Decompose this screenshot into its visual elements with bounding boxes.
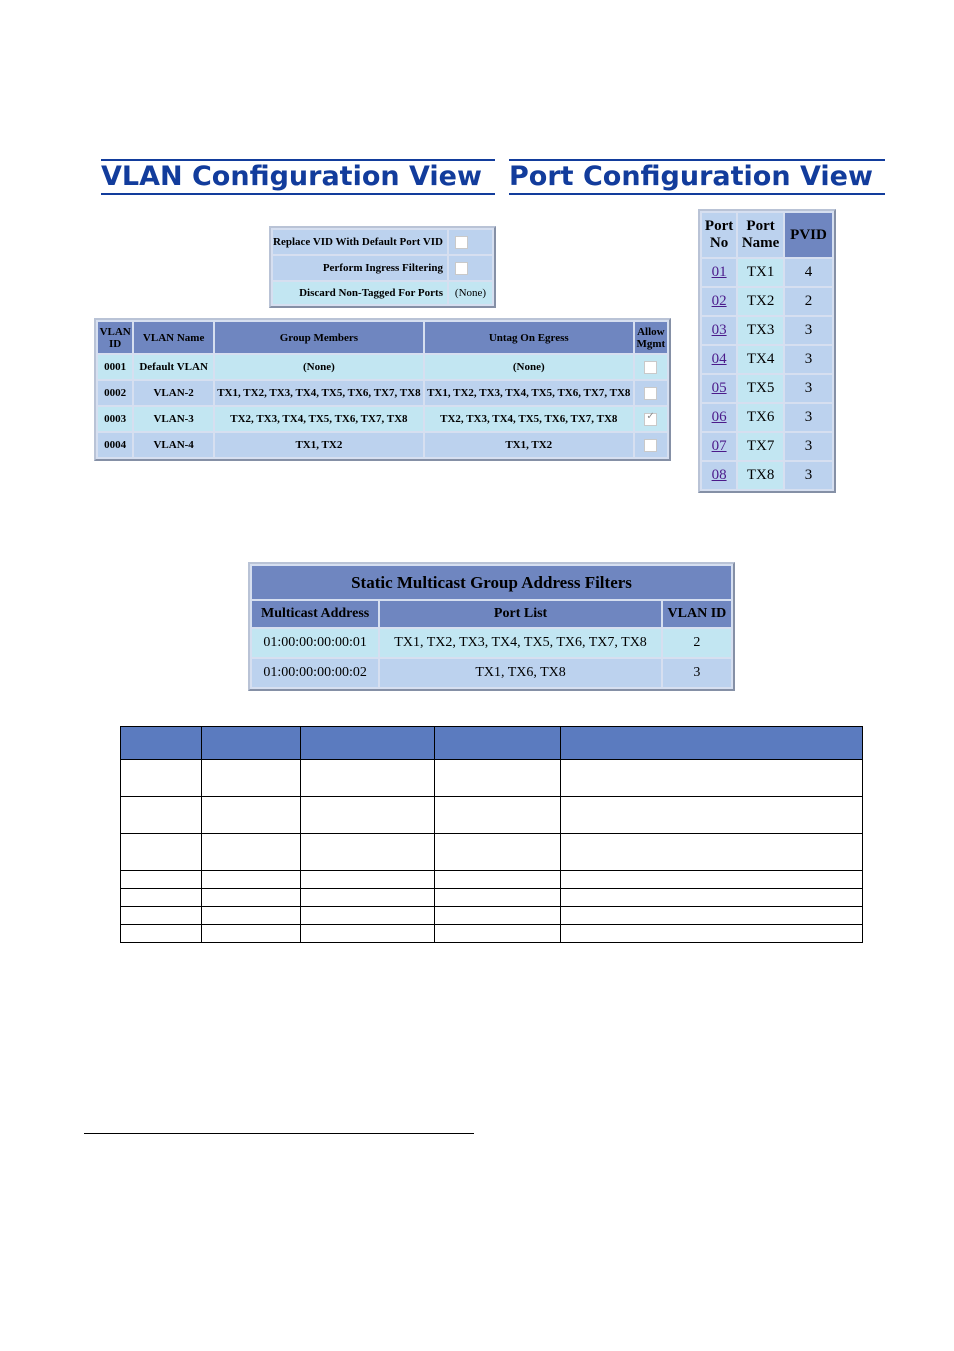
heading-rule — [509, 193, 885, 195]
vlan-id-header: VLAN ID — [663, 601, 731, 627]
pvid-cell: 4 — [785, 259, 832, 286]
port-link-03[interactable]: 03 — [711, 322, 727, 338]
allow-mgmt-checkbox[interactable] — [644, 387, 657, 400]
pvid-cell: 3 — [785, 375, 832, 402]
table-row — [702, 346, 832, 373]
port-no-cell — [702, 462, 736, 489]
blank-row — [121, 797, 863, 834]
port-no-cell — [702, 288, 736, 315]
ingress-filtering-label: Perform Ingress Filtering — [273, 256, 447, 280]
vlan-id-cell: 0002 — [98, 381, 132, 405]
group-members-cell: TX1, TX2, TX3, TX4, TX5, TX6, TX7, TX8 — [215, 381, 423, 405]
port-list-cell: TX1, TX6, TX8 — [380, 659, 661, 687]
port-no-cell — [702, 433, 736, 460]
allow-mgmt-header: Allow Mgmt — [635, 322, 667, 353]
blank-row — [121, 871, 863, 889]
port-link-06[interactable]: 06 — [711, 409, 727, 425]
group-members-cell: (None) — [215, 355, 423, 379]
vlan-name-cell: VLAN-3 — [134, 407, 213, 431]
untag-cell: TX1, TX2 — [425, 433, 633, 457]
vlan-name-cell: VLAN-2 — [134, 381, 213, 405]
pvid-cell: 3 — [785, 462, 832, 489]
footnote-divider — [84, 1133, 474, 1134]
multicast-filter-table — [248, 562, 735, 691]
table-row — [98, 407, 667, 431]
port-name-cell: TX1 — [738, 259, 783, 286]
port-no-cell — [702, 346, 736, 373]
blank-header-cell — [561, 727, 863, 760]
pvid-header: PVID — [785, 213, 832, 257]
table-row — [702, 259, 832, 286]
allow-mgmt-cell — [635, 355, 667, 379]
port-table — [698, 209, 836, 493]
port-name-header: Port Name — [738, 213, 783, 257]
blank-header-row — [121, 727, 863, 760]
multicast-address-cell: 01:00:00:00:00:02 — [252, 659, 378, 687]
vlan-id-cell: 2 — [663, 629, 731, 657]
port-link-01[interactable]: 01 — [711, 264, 727, 280]
group-members-cell: TX2, TX3, TX4, TX5, TX6, TX7, TX8 — [215, 407, 423, 431]
replace-vid-checkbox[interactable] — [455, 236, 468, 249]
table-row — [702, 317, 832, 344]
blank-row — [121, 907, 863, 925]
ingress-filtering-checkbox[interactable] — [455, 262, 468, 275]
group-members-header: Group Members — [215, 322, 423, 353]
heading-rule — [509, 159, 885, 161]
table-row — [702, 288, 832, 315]
pvid-cell: 2 — [785, 288, 832, 315]
port-configuration-heading — [509, 162, 885, 192]
blank-row — [121, 834, 863, 871]
vlan-id-cell: 0003 — [98, 407, 132, 431]
port-name-cell: TX3 — [738, 317, 783, 344]
blank-header-cell — [301, 727, 435, 760]
table-row — [702, 433, 832, 460]
table-row — [252, 659, 731, 687]
multicast-address-header: Multicast Address — [252, 601, 378, 627]
vlan-options-table — [269, 226, 496, 308]
port-name-cell: TX6 — [738, 404, 783, 431]
allow-mgmt-checkbox[interactable] — [644, 361, 657, 374]
group-members-cell: TX1, TX2 — [215, 433, 423, 457]
blank-row — [121, 889, 863, 907]
port-no-cell — [702, 317, 736, 344]
vlan-name-header: VLAN Name — [134, 322, 213, 353]
port-link-04[interactable]: 04 — [711, 351, 727, 367]
allow-mgmt-checkbox[interactable] — [644, 413, 657, 426]
discard-non-tagged-value: (None) — [449, 282, 492, 304]
heading-rule — [101, 193, 495, 195]
allow-mgmt-cell — [635, 407, 667, 431]
table-row — [702, 462, 832, 489]
table-row — [98, 433, 667, 457]
allow-mgmt-checkbox[interactable] — [644, 439, 657, 452]
port-name-cell: TX8 — [738, 462, 783, 489]
vlan-configuration-heading — [101, 162, 495, 192]
vlan-name-cell: VLAN-4 — [134, 433, 213, 457]
replace-vid-label: Replace VID With Default Port VID — [273, 230, 447, 254]
table-row — [252, 629, 731, 657]
port-name-cell: TX4 — [738, 346, 783, 373]
vlan-id-header: VLAN ID — [98, 322, 132, 353]
vlan-id-cell: 0004 — [98, 433, 132, 457]
port-link-07[interactable]: 07 — [711, 438, 727, 454]
blank-row — [121, 925, 863, 943]
blank-table-grid — [120, 726, 863, 943]
vlan-id-cell: 3 — [663, 659, 731, 687]
blank-header-cell — [202, 727, 301, 760]
untag-cell: (None) — [425, 355, 633, 379]
port-name-cell: TX7 — [738, 433, 783, 460]
allow-mgmt-cell — [635, 381, 667, 405]
untag-cell: TX1, TX2, TX3, TX4, TX5, TX6, TX7, TX8 — [425, 381, 633, 405]
port-no-cell — [702, 259, 736, 286]
port-no-header: Port No — [702, 213, 736, 257]
port-name-cell: TX2 — [738, 288, 783, 315]
vlan-configuration-title: VLAN Configuration View — [101, 161, 482, 192]
vlan-id-cell: 0001 — [98, 355, 132, 379]
blank-table — [120, 726, 863, 945]
blank-header-cell — [121, 727, 202, 760]
pvid-cell: 3 — [785, 346, 832, 373]
pvid-cell: 3 — [785, 433, 832, 460]
port-list-header: Port List — [380, 601, 661, 627]
blank-row — [121, 760, 863, 797]
table-row — [702, 375, 832, 402]
port-configuration-title: Port Configuration View — [509, 161, 873, 192]
table-row — [702, 404, 832, 431]
untag-on-egress-header: Untag On Egress — [425, 322, 633, 353]
blank-header-cell — [435, 727, 561, 760]
multicast-table-title: Static Multicast Group Address Filters — [252, 566, 731, 599]
discard-non-tagged-label: Discard Non-Tagged For Ports — [273, 282, 447, 304]
ingress-filtering-cell — [449, 256, 492, 280]
vlan-table — [94, 318, 671, 461]
port-name-cell: TX5 — [738, 375, 783, 402]
table-row — [98, 381, 667, 405]
port-no-cell — [702, 404, 736, 431]
vlan-name-cell: Default VLAN — [134, 355, 213, 379]
multicast-address-cell: 01:00:00:00:00:01 — [252, 629, 378, 657]
port-no-cell — [702, 375, 736, 402]
pvid-cell: 3 — [785, 317, 832, 344]
port-link-02[interactable]: 02 — [711, 293, 727, 309]
table-row — [98, 355, 667, 379]
port-list-cell: TX1, TX2, TX3, TX4, TX5, TX6, TX7, TX8 — [380, 629, 661, 657]
replace-vid-cell — [449, 230, 492, 254]
untag-cell: TX2, TX3, TX4, TX5, TX6, TX7, TX8 — [425, 407, 633, 431]
allow-mgmt-cell — [635, 433, 667, 457]
pvid-cell: 3 — [785, 404, 832, 431]
port-link-08[interactable]: 08 — [711, 467, 727, 483]
heading-rule — [101, 159, 495, 161]
port-link-05[interactable]: 05 — [711, 380, 727, 396]
